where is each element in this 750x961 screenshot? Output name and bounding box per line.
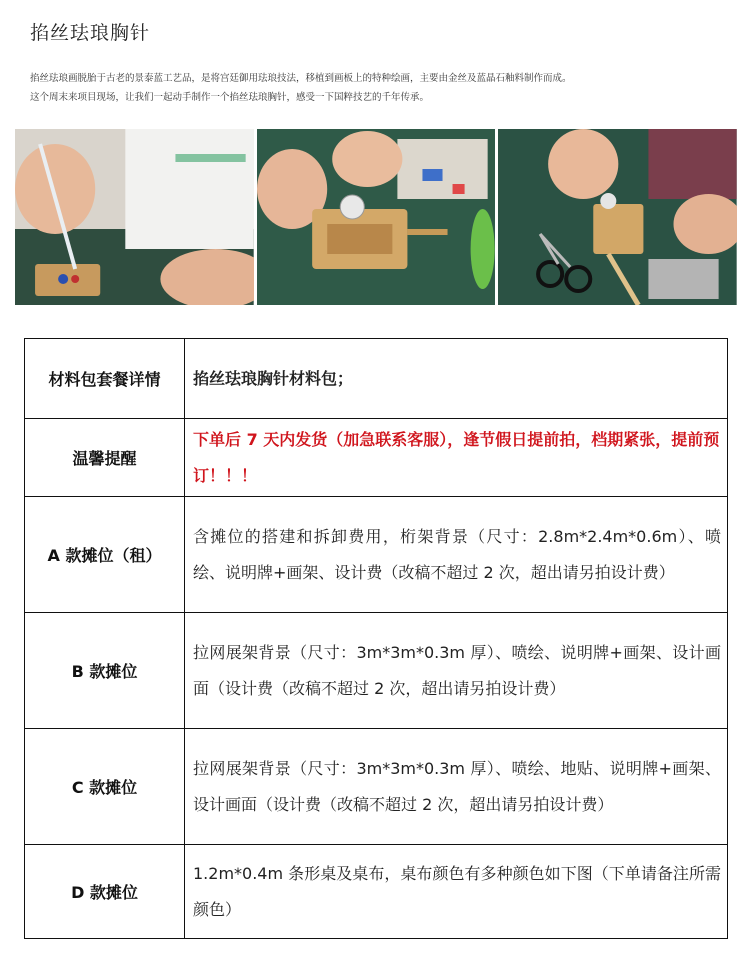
- row-content: 1.2m*0.4m 条形桌及桌布，桌布颜色有多种颜色如下图（下单请备注所需颜色）: [185, 845, 728, 939]
- table-row: [25, 419, 728, 497]
- table-row: [25, 339, 728, 419]
- row-label: C 款摊位: [25, 729, 185, 845]
- table-row: [25, 845, 728, 939]
- row-content: 拉网展架背景（尺寸：3m*3m*0.3m 厚）、喷绘、地贴、说明牌+画架、设计画面（设计费（改稿不超过 2 次，超出请另拍设计费）: [185, 729, 728, 845]
- photo-strip: [15, 129, 737, 305]
- workshop-photo-dropper: [15, 129, 254, 305]
- intro-line-2: 这个周末来项目现场，让我们一起动手制作一个掐丝珐琅胸针，感受一下国粹技艺的千年传承。: [30, 92, 430, 103]
- package-table: [24, 338, 728, 939]
- row-content: 拉网展架背景（尺寸：3m*3m*0.3m 厚）、喷绘、说明牌+画架、设计画面（设计费（改稿不超过 2 次，超出请另拍设计费）: [185, 613, 728, 729]
- workshop-photo-clamp: [257, 129, 496, 305]
- table-row: [25, 729, 728, 845]
- table-row: [25, 613, 728, 729]
- intro-line-1: 掐丝珐琅画脱胎于古老的景泰蓝工艺品，是将宫廷御用珐琅技法，移植到画板上的特种绘画，主要由金丝及蓝晶石釉料制作而成。: [30, 73, 572, 84]
- intro-section: [30, 18, 730, 107]
- row-label: D 款摊位: [25, 845, 185, 939]
- workshop-photo-scissors: [498, 129, 737, 305]
- row-label: 温馨提醒: [25, 419, 185, 497]
- page-title: 掐丝珐琅胸针: [30, 22, 151, 44]
- table-row: [25, 497, 728, 613]
- row-label: 材料包套餐详情: [25, 339, 185, 419]
- row-label: B 款摊位: [25, 613, 185, 729]
- row-content: 掐丝珐琅胸针材料包；: [185, 339, 728, 419]
- row-content: 下单后 7 天内发货（加急联系客服），逢节假日提前拍，档期紧张，提前预订！！！: [185, 419, 728, 497]
- row-label: A 款摊位（租）: [25, 497, 185, 613]
- row-content: 含摊位的搭建和拆卸费用，桁架背景（尺寸：2.8m*2.4m*0.6m）、喷绘、说明牌+画架、设计费（改稿不超过 2 次，超出请另拍设计费）: [185, 497, 728, 613]
